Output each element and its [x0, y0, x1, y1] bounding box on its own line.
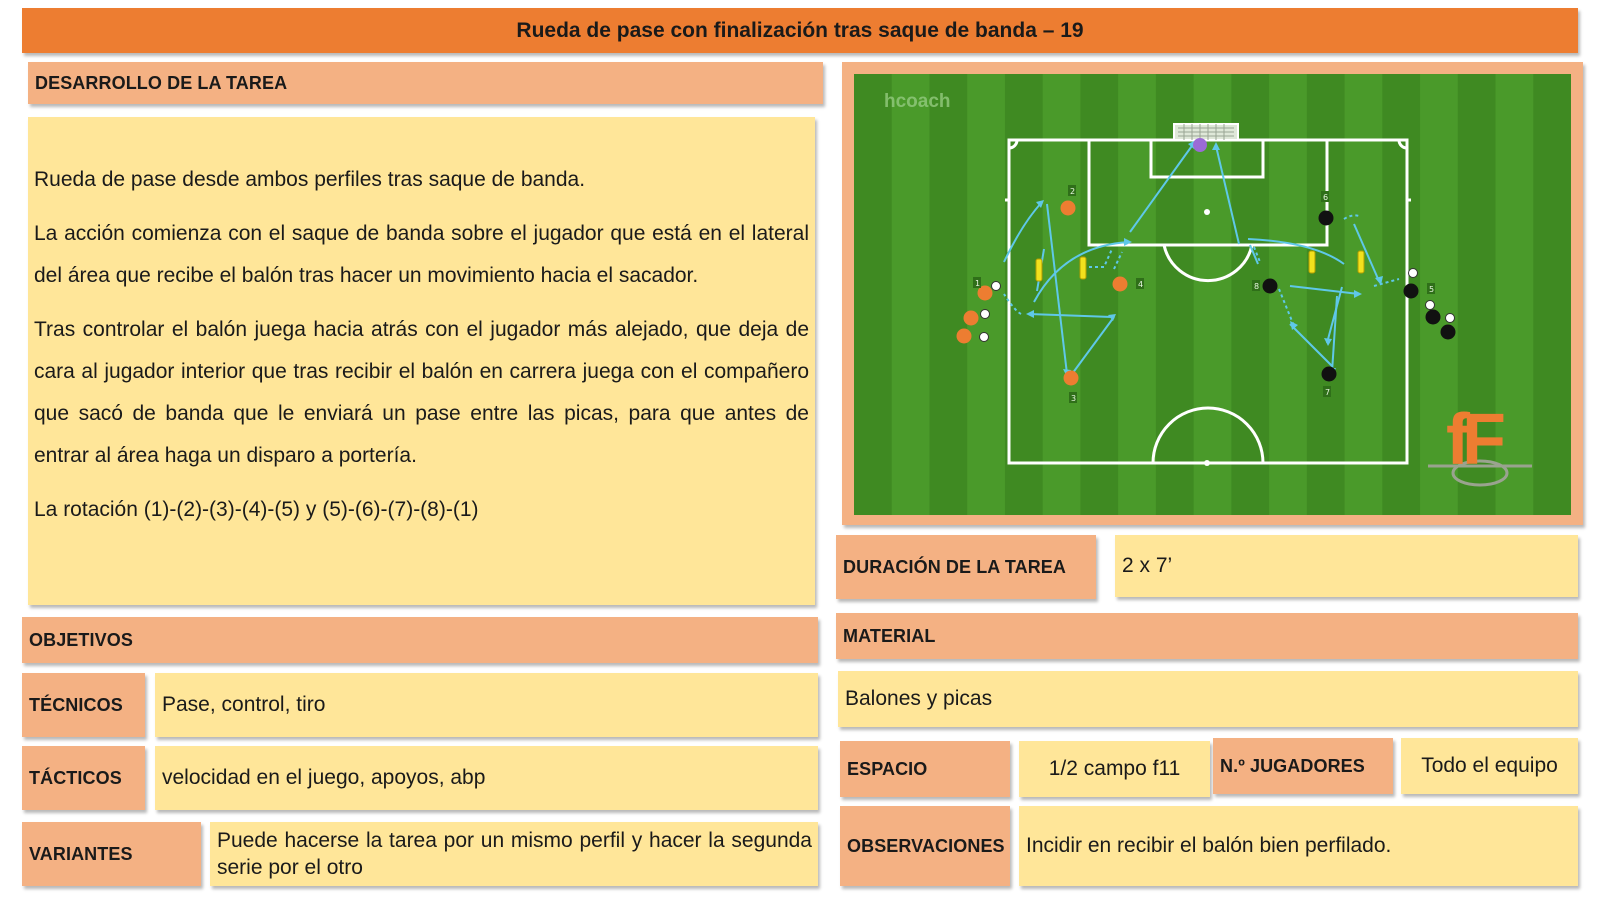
tacticos-value: velocidad en el juego, apoyos, abp	[155, 746, 818, 810]
hcoach-watermark: hcoach	[884, 91, 951, 112]
player-number-8: 8	[1254, 282, 1260, 291]
material-header: MATERIAL	[836, 613, 1578, 659]
player-black-queue	[1441, 325, 1456, 340]
player-8	[1263, 279, 1278, 294]
ball	[981, 310, 990, 319]
observaciones-value: Incidir en recibir el balón bien perfilado.	[1019, 806, 1578, 886]
desarrollo-text	[28, 117, 815, 605]
desarrollo-paragraph: Tras controlar el balón juega hacia atrás con el jugador más alejado, que deja de cara al jugador interior que tras recibir el balón en carrera juega con el compañero que sacó de banda que le enviará un pase entre las picas, para que antes de entrar al área haga un disparo a portería.	[34, 318, 809, 467]
page-title: Rueda de pase con finalización tras saque de banda – 19	[22, 8, 1578, 53]
ball	[1446, 314, 1455, 323]
goalkeeper	[1193, 138, 1207, 152]
material-value: Balones y picas	[838, 671, 1578, 727]
cone	[1080, 257, 1086, 279]
ball	[992, 282, 1001, 291]
ball	[1426, 301, 1435, 310]
desarrollo-paragraph: La acción comienza con el saque de banda sobre el jugador que está en el lateral del área que recibe el balón tras hacer un movimiento hacia el sacador.	[34, 222, 809, 287]
jugadores-label: N.º JUGADORES	[1213, 738, 1393, 794]
desarrollo-paragraph: La rotación (1)-(2)-(3)-(4)-(5) y (5)-(6)-(7)-(8)-(1)	[34, 498, 479, 521]
variantes-value: Puede hacerse la tarea por un mismo perfil y hacer la segunda serie por el otro	[210, 822, 818, 886]
grass-stripe	[1496, 74, 1534, 515]
cone	[1036, 259, 1042, 281]
player-3	[1064, 371, 1079, 386]
tecnicos-label: TÉCNICOS	[22, 673, 145, 737]
player-orange-queue	[964, 311, 979, 326]
player-number-2: 2	[1070, 187, 1076, 196]
desarrollo-header: DESARROLLO DE LA TAREA	[28, 62, 823, 104]
player-4	[1113, 277, 1128, 292]
cone	[1309, 251, 1315, 273]
ball	[1409, 269, 1418, 278]
field-diagram	[854, 74, 1571, 515]
espacio-value: 1/2 campo f11	[1019, 741, 1210, 797]
player-number-6: 6	[1323, 193, 1329, 202]
tacticos-label: TÁCTICOS	[22, 746, 145, 810]
jugadores-value: Todo el equipo	[1401, 738, 1578, 794]
player-number-7: 7	[1325, 388, 1331, 397]
player-7	[1322, 367, 1337, 382]
grass-stripe	[854, 74, 892, 515]
ff-logo-text: fF	[1446, 400, 1498, 480]
variantes-label: VARIANTES	[22, 822, 201, 886]
player-number-1: 1	[975, 279, 981, 288]
cone	[1358, 251, 1364, 273]
duracion-value: 2 x 7’	[1115, 535, 1578, 597]
player-number-4: 4	[1138, 280, 1144, 289]
goal	[1174, 124, 1238, 140]
diagram-frame	[842, 62, 1583, 525]
grass-stripe	[1533, 74, 1571, 515]
espacio-label: ESPACIO	[840, 741, 1010, 797]
ball	[980, 333, 989, 342]
objetivos-header: OBJETIVOS	[22, 617, 818, 663]
grass-stripe	[892, 74, 930, 515]
player-2	[1061, 201, 1076, 216]
player-number-5: 5	[1429, 285, 1435, 294]
desarrollo-paragraph: Rueda de pase desde ambos perfiles tras saque de banda.	[34, 168, 586, 191]
observaciones-label: OBSERVACIONES	[840, 806, 1010, 886]
penalty-spot	[1204, 209, 1210, 215]
center-spot	[1204, 460, 1210, 466]
grass-stripe	[929, 74, 967, 515]
duracion-label: DURACIÓN DE LA TAREA	[836, 535, 1096, 599]
player-number-3: 3	[1071, 394, 1077, 403]
player-black-queue	[1426, 310, 1441, 325]
player-6	[1319, 211, 1334, 226]
tecnicos-value: Pase, control, tiro	[155, 673, 818, 737]
player-orange-queue	[957, 329, 972, 344]
player-5	[1404, 284, 1419, 299]
